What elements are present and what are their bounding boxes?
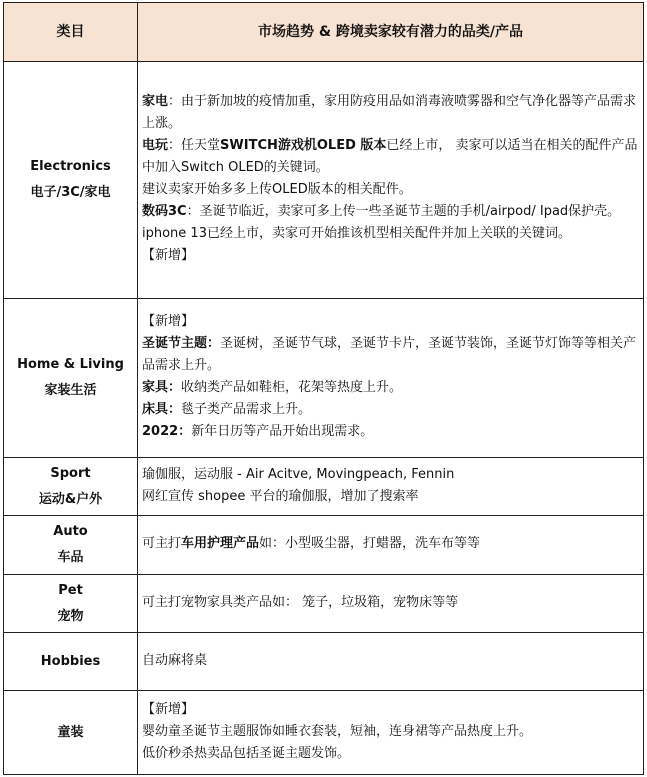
- table-row: [4, 691, 644, 775]
- text: ：圣诞节临近，卖家可多上传一些圣诞节主题的手机/airpod/ Ipad保护壳。: [186, 204, 621, 219]
- text: 可主打宠物家具类产品如： 笼子，垃圾箱，宠物床等等: [142, 594, 459, 610]
- category-en: Home & Living: [17, 357, 124, 372]
- trend-cell-electronics: [138, 62, 644, 299]
- category-cn: 童装: [57, 724, 84, 740]
- category-en: Sport: [50, 465, 91, 481]
- bold-label: 圣诞节主题：: [142, 336, 221, 351]
- paragraph: [142, 399, 639, 421]
- text: 低价秒杀热卖品包括圣诞主题发饰。: [142, 745, 351, 761]
- paragraph: [142, 245, 639, 267]
- text: 毯子类产品需求上升。: [181, 402, 312, 417]
- bold-label: 家电: [142, 94, 169, 109]
- text: ：任天堂: [168, 138, 221, 153]
- category-en: Pet: [58, 582, 83, 598]
- paragraph: [142, 91, 639, 135]
- paragraph: [142, 533, 639, 555]
- category-cell-kids: [4, 691, 138, 775]
- category-cn: 家装生活: [44, 383, 97, 398]
- bold-label: 家具：: [142, 380, 182, 395]
- trend-cell-kids: [138, 691, 644, 775]
- category-cn: 运动&户外: [38, 491, 103, 507]
- paragraph: [142, 486, 639, 508]
- category-cell-pet: [4, 575, 138, 633]
- bold-label: 电玩: [142, 138, 169, 153]
- paragraph: [142, 179, 639, 201]
- category-cell-hobbies: [4, 633, 138, 691]
- bold-label: 2022：: [142, 424, 192, 439]
- text: 如：小型吸尘器，打蜡器，洗车布等等: [259, 536, 481, 551]
- text: 圣诞树，圣诞节气球，圣诞节卡片，圣诞节装饰，圣诞节灯饰等等相关产品需求上升。: [142, 336, 637, 373]
- paragraph: [142, 311, 639, 333]
- category-cell-sport: [4, 458, 138, 516]
- category-trend-table: [3, 2, 644, 775]
- bold-label: 数码3C: [142, 204, 187, 219]
- trend-cell-auto: [138, 516, 644, 575]
- new-tag: 【新增】: [142, 314, 195, 329]
- trend-cell-sport: [138, 458, 644, 516]
- bold-label: 车用护理产品: [181, 536, 260, 551]
- paragraph: [142, 201, 639, 223]
- new-tag: 【新增】: [142, 248, 195, 263]
- trend-cell-home: [138, 299, 644, 458]
- table-header-row: [4, 3, 644, 62]
- bold-label: SWITCH游戏机OLED 版本: [220, 138, 387, 153]
- text: 婴幼童圣诞节主题服饰如睡衣套装，短袖，连身裙等产品热度上升。: [142, 723, 533, 739]
- paragraph: [142, 333, 639, 377]
- category-cell-home: [4, 299, 138, 458]
- trend-cell-pet: [138, 575, 644, 633]
- paragraph: [142, 135, 639, 179]
- paragraph: [142, 699, 639, 721]
- paragraph: [142, 377, 639, 399]
- table-row: [4, 299, 644, 458]
- trend-cell-hobbies: [138, 633, 644, 691]
- text: iphone 13已经上市，卖家可开始推该机型相关配件并加上关联的关键词。: [142, 226, 571, 241]
- header-trend: 市场趋势 & 跨境卖家较有潜力的品类/产品: [138, 3, 644, 62]
- category-en: Hobbies: [40, 653, 101, 669]
- table-row: [4, 62, 644, 299]
- text: 建议卖家开始多多上传OLED版本的相关配件。: [142, 182, 412, 197]
- new-tag: 【新增】: [142, 701, 195, 717]
- table-row: [4, 575, 644, 633]
- category-en: Electronics: [30, 159, 111, 174]
- text: ：由于新加坡的疫情加重，家用防疫用品如消毒液喷雾器和空气净化器等产品需求上涨。: [142, 94, 637, 131]
- table-row: [4, 458, 644, 516]
- table-row: [4, 633, 644, 691]
- category-cn: 电子/3C/家电: [30, 185, 111, 200]
- text: 自动麻将桌: [142, 652, 208, 668]
- header-category: 类目: [4, 3, 138, 62]
- paragraph: [142, 592, 639, 614]
- text: 新年日历等产品开始出现需求。: [191, 424, 374, 439]
- paragraph: [142, 223, 639, 245]
- text: 可主打: [142, 536, 182, 551]
- paragraph: [142, 721, 639, 743]
- text: 网红宣传 shopee 平台的瑜伽服，增加了搜索率: [142, 488, 419, 504]
- text: 瑜伽服，运动服 - Air Acitve, Movingpeach, Fennin: [142, 466, 455, 482]
- paragraph: [142, 421, 639, 443]
- text: 已经上市， 卖家可以适当在相关的配件产品中加入Switch OLED的关键词。: [142, 138, 638, 175]
- category-cell-electronics: [4, 62, 138, 299]
- bold-label: 床具：: [142, 402, 182, 417]
- table-row: [4, 516, 644, 575]
- paragraph: [142, 743, 639, 765]
- category-cn: 车品: [57, 550, 84, 565]
- paragraph: [142, 464, 639, 486]
- category-en: Auto: [53, 524, 88, 539]
- paragraph: [142, 650, 639, 672]
- text: 收纳类产品如鞋柜，花架等热度上升。: [181, 380, 403, 395]
- category-cell-auto: [4, 516, 138, 575]
- category-cn: 宠物: [57, 608, 84, 624]
